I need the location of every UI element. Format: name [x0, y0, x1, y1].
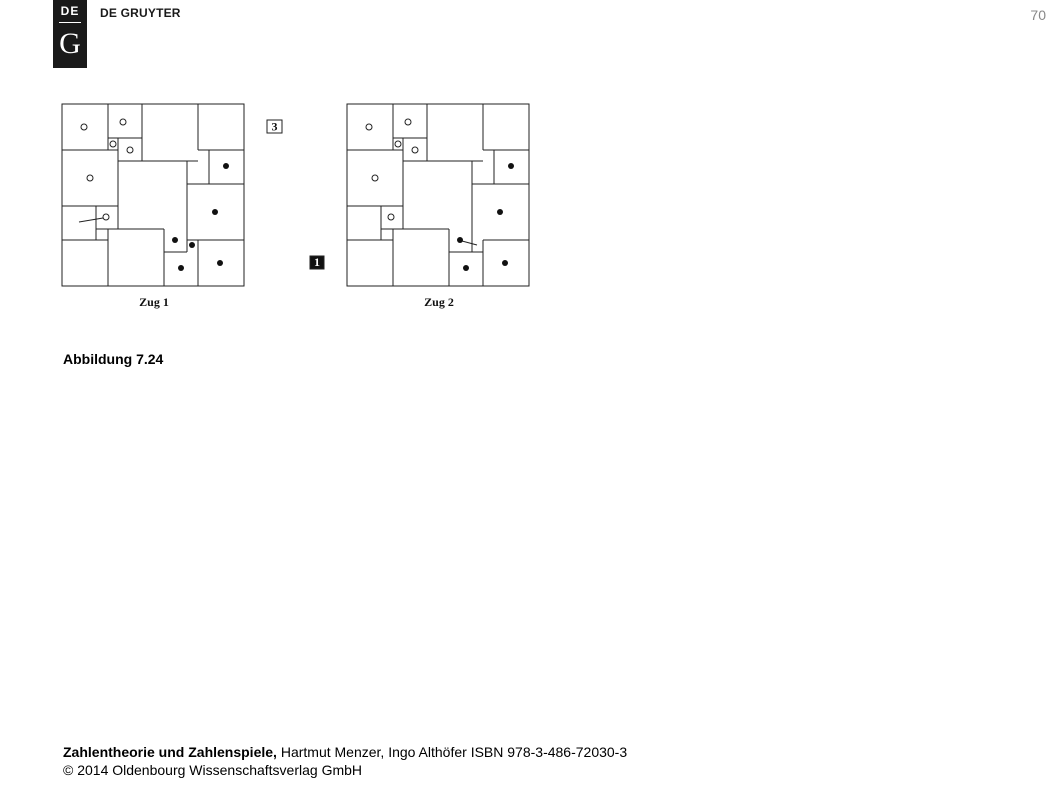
logo-de-text: DE: [60, 4, 80, 18]
footer-copyright: © 2014 Oldenbourg Wissenschaftsverlag GmbH: [63, 762, 363, 778]
panel-zug-1-dots: [172, 163, 229, 271]
publisher-name: DE GRUYTER: [100, 6, 181, 20]
panel-zug-2-dots: [457, 163, 514, 271]
panel-zug-2-label: Zug 2: [424, 295, 454, 309]
squares-figure: [57, 100, 537, 315]
panel-zug-1-label: Zug 1: [139, 295, 169, 309]
logo-g-letter: G: [59, 27, 81, 60]
panel-zug-2: [347, 104, 529, 286]
footer-citation: [63, 743, 627, 761]
authors-isbn: Hartmut Menzer, Ingo Althöfer ISBN 978-3-486-72030-3: [276, 744, 628, 760]
page-number: 70: [1030, 7, 1046, 23]
footer: [63, 743, 627, 779]
figure-caption: Abbildung 7.24: [63, 351, 164, 367]
panel-zug-1: [62, 104, 244, 286]
marker-bottom-label: 1: [314, 255, 320, 269]
book-title: Zahlentheorie und Zahlenspiele,: [63, 744, 277, 760]
logo-divider: [59, 22, 81, 23]
publisher-logo: [53, 0, 87, 68]
marker-top-label: 3: [271, 119, 278, 134]
